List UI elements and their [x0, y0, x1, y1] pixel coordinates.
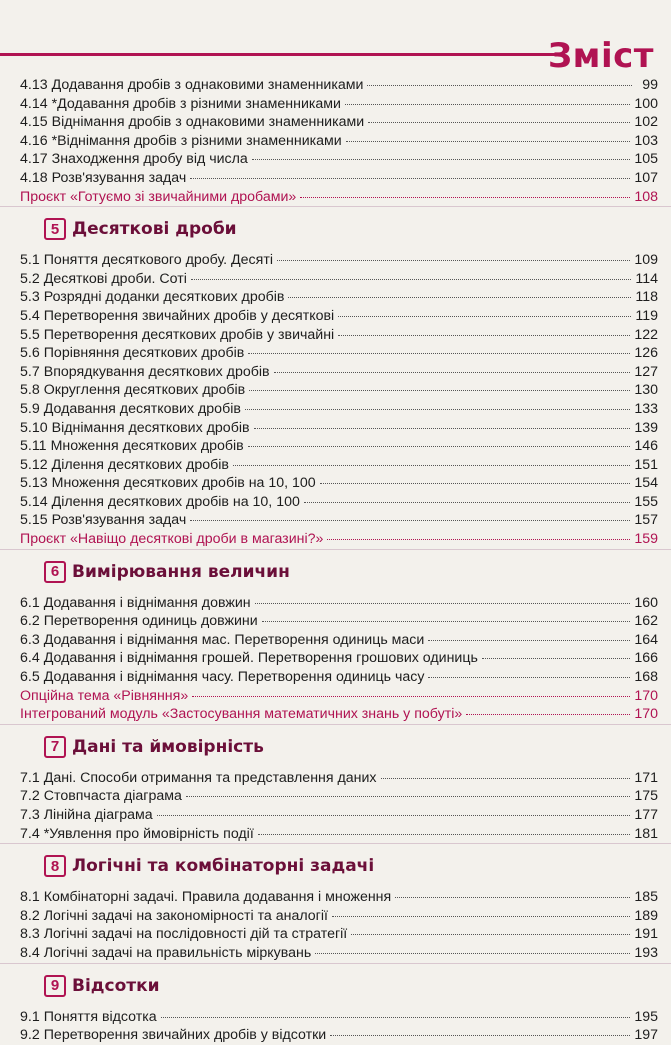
entry-title: Округлення десяткових дробів — [43, 382, 246, 399]
entry-title: Знаходження дробу від числа — [51, 151, 248, 168]
entry-page-number: 191 — [634, 926, 658, 943]
entry-title: Опційна тема «Рівняння» — [20, 687, 189, 704]
entry-title: Додавання і віднімання грошей. Перетворення грошових одиниць — [43, 650, 478, 667]
entry-page-number: 103 — [634, 132, 658, 149]
dot-leader — [345, 103, 630, 105]
entry-title: *Віднімання дробів з різними знаменниками — [51, 132, 342, 149]
table-of-contents — [20, 76, 658, 1045]
toc-entry[interactable] — [20, 594, 658, 613]
entry-number: 7.2 — [20, 788, 40, 805]
toc-entry[interactable] — [20, 132, 658, 151]
section-heading[interactable] — [20, 844, 658, 888]
entry-page-number: 139 — [634, 419, 658, 436]
toc-entry[interactable] — [20, 944, 658, 963]
entry-title: Лінійна діаграма — [43, 807, 153, 823]
dot-leader — [330, 1034, 630, 1036]
entry-title: Розв'язування задач — [51, 169, 187, 186]
dot-leader — [315, 952, 630, 954]
entry-page-number: 154 — [634, 475, 658, 492]
header-rule — [0, 53, 560, 56]
entry-number: 4.14 — [20, 95, 48, 112]
toc-entry[interactable] — [20, 363, 658, 382]
entry-title: Ділення десяткових дробів — [51, 456, 229, 473]
entry-number: 6.2 — [20, 613, 40, 630]
entry-title: Розрядні доданки десяткових дробів — [43, 289, 285, 306]
section-title: Відсотки — [72, 975, 160, 996]
entry-title: Перетворення звичайних дробів у десяткові — [43, 307, 335, 324]
section-heading[interactable] — [20, 725, 658, 769]
entry-page-number: 175 — [634, 788, 658, 805]
entry-page-number: 127 — [634, 363, 658, 380]
toc-project-entry[interactable] — [20, 705, 658, 724]
toc-entry[interactable] — [20, 907, 658, 926]
entry-page-number: 166 — [634, 650, 658, 667]
toc-project-entry[interactable] — [20, 530, 658, 549]
entry-title: Множення десяткових дробів на 10, 100 — [51, 475, 316, 492]
entry-title: Перетворення десяткових дробів у звичайні — [43, 326, 335, 343]
dot-leader — [192, 695, 630, 697]
entry-page-number: 195 — [634, 1008, 658, 1025]
entry-number: 8.4 — [20, 944, 40, 961]
dot-leader — [320, 482, 631, 484]
entry-title: Додавання десяткових дробів — [43, 400, 241, 417]
dot-leader — [157, 814, 631, 816]
dot-leader — [262, 620, 631, 622]
entry-page-number: 168 — [634, 669, 658, 686]
toc-entry[interactable] — [20, 95, 658, 114]
section-number-badge: 8 — [44, 855, 66, 877]
entry-number: 5.12 — [20, 456, 48, 473]
entry-number: 4.13 — [20, 77, 48, 93]
dot-leader — [346, 140, 631, 142]
entry-page-number: 162 — [634, 613, 658, 630]
dot-leader — [252, 158, 631, 160]
toc-entry[interactable] — [20, 344, 658, 363]
entry-title: Перетворення одиниць довжини — [43, 613, 258, 630]
entry-title: Проєкт «Готуємо зі звичайними дробами» — [20, 188, 297, 205]
entry-page-number: 109 — [634, 252, 658, 269]
entry-number: 5.2 — [20, 270, 40, 287]
entry-title: Дані. Способи отримання та представлення даних — [43, 769, 377, 786]
entry-page-number: 102 — [634, 114, 658, 131]
entry-number: 7.1 — [20, 769, 40, 786]
entry-number: 5.7 — [20, 363, 40, 380]
contents-title-tab — [548, 36, 671, 76]
toc-project-entry[interactable] — [20, 687, 658, 706]
entry-title: Логічні задачі на правильність міркувань — [43, 944, 312, 961]
toc-entry[interactable] — [20, 76, 658, 95]
dot-leader — [332, 915, 630, 917]
entry-number: 6.3 — [20, 631, 40, 648]
entry-title: *Уявлення про ймовірність події — [43, 825, 254, 842]
toc-entry[interactable] — [20, 925, 658, 944]
section-number-badge: 9 — [44, 975, 66, 997]
dot-leader — [288, 296, 631, 298]
dot-leader — [466, 713, 630, 715]
entry-number: 4.16 — [20, 132, 48, 149]
toc-entry[interactable] — [20, 1008, 658, 1027]
dot-leader — [274, 371, 631, 373]
entry-page-number: 151 — [634, 456, 658, 473]
entry-number: 8.1 — [20, 889, 40, 906]
entry-page-number: 122 — [634, 326, 658, 343]
section-heading[interactable] — [20, 964, 658, 1008]
entry-title: Десяткові дроби. Соті — [43, 270, 187, 287]
dot-leader — [191, 278, 632, 280]
toc-entry[interactable] — [20, 769, 658, 788]
entry-number: 5.13 — [20, 475, 48, 492]
dot-leader — [277, 259, 630, 261]
entry-page-number: 164 — [634, 631, 658, 648]
entry-number: 5.5 — [20, 326, 40, 343]
toc-entry[interactable] — [20, 113, 658, 132]
entry-title: Стовпчаста діаграма — [43, 788, 182, 805]
entry-number: 7.4 — [20, 825, 40, 842]
dot-leader — [395, 896, 630, 898]
entry-number: 5.8 — [20, 382, 40, 399]
toc-entry[interactable] — [20, 888, 658, 907]
dot-leader — [255, 602, 631, 604]
dot-leader — [233, 464, 630, 466]
entry-page-number: 119 — [635, 307, 658, 324]
entry-page-number: 170 — [634, 706, 658, 723]
entry-number: 9.2 — [20, 1027, 40, 1044]
section-number-badge: 5 — [44, 218, 66, 240]
dot-leader — [338, 315, 631, 317]
entry-title: Додавання дробів з однаковими знаменниками — [51, 77, 364, 93]
entry-page-number: 130 — [634, 382, 658, 399]
entry-title: Комбінаторні задачі. Правила додавання і множення — [43, 889, 392, 906]
dot-leader — [245, 408, 630, 410]
toc-entry[interactable] — [20, 307, 658, 326]
entry-title: Додавання і віднімання довжин — [43, 594, 251, 611]
dot-leader — [351, 933, 630, 935]
entry-page-number: 181 — [634, 825, 658, 842]
dot-leader — [254, 427, 631, 429]
entry-title: Віднімання десяткових дробів — [51, 419, 250, 436]
entry-page-number: 185 — [634, 889, 658, 906]
entry-page-number: 114 — [635, 270, 658, 287]
entry-title: Логічні задачі на закономірності та аналогії — [43, 907, 328, 924]
toc-entry[interactable] — [20, 612, 658, 631]
entry-title: *Додавання дробів з різними знаменниками — [51, 95, 341, 112]
entry-number: 6.1 — [20, 594, 40, 611]
toc-entry[interactable] — [20, 437, 658, 456]
toc-entry[interactable] — [20, 326, 658, 345]
entry-number: 4.18 — [20, 169, 48, 186]
dot-leader — [428, 639, 630, 641]
toc-entry[interactable] — [20, 511, 658, 530]
dot-leader — [161, 1016, 631, 1018]
entry-page-number: 170 — [634, 687, 658, 704]
entry-title: Перетворення звичайних дробів у відсотки — [43, 1027, 327, 1044]
entry-number: 8.2 — [20, 907, 40, 924]
entry-page-number: 160 — [634, 594, 658, 611]
toc-entry[interactable] — [20, 456, 658, 475]
dot-leader — [249, 389, 630, 391]
entry-number: 5.15 — [20, 512, 48, 529]
entry-page-number: 189 — [634, 907, 658, 924]
toc-entry[interactable] — [20, 381, 658, 400]
dot-leader — [304, 501, 630, 503]
dot-leader — [327, 538, 630, 540]
entry-number: 5.10 — [20, 419, 48, 436]
dot-leader — [368, 121, 630, 123]
dot-leader — [338, 334, 630, 336]
toc-entry[interactable] — [20, 493, 658, 512]
entry-page-number: 133 — [634, 400, 658, 417]
entry-number: 5.11 — [20, 438, 47, 455]
entry-page-number: 157 — [634, 512, 658, 529]
entry-page-number: 118 — [635, 289, 658, 306]
dot-leader — [186, 795, 630, 797]
dot-leader — [482, 657, 630, 659]
entry-page-number: 99 — [642, 77, 658, 93]
dot-leader — [190, 519, 630, 521]
dot-leader — [367, 84, 632, 86]
entry-number: 7.3 — [20, 807, 40, 823]
entry-page-number: 105 — [634, 151, 658, 168]
entry-title: Порівняння десяткових дробів — [43, 345, 245, 362]
toc-entry[interactable] — [20, 288, 658, 307]
entry-page-number: 146 — [634, 438, 658, 455]
toc-entry[interactable] — [20, 631, 658, 650]
section-title: Вимірювання величин — [72, 561, 290, 582]
entry-page-number: 107 — [634, 169, 658, 186]
dot-leader — [248, 445, 631, 447]
toc-entry[interactable] — [20, 825, 658, 844]
dot-leader — [300, 196, 630, 198]
entry-number: 5.9 — [20, 400, 40, 417]
entry-title: Віднімання дробів з однаковими знаменниками — [51, 114, 365, 131]
dot-leader — [258, 833, 631, 835]
toc-entry[interactable] — [20, 419, 658, 438]
page-title: Зміст — [548, 36, 654, 76]
dot-leader — [248, 352, 630, 354]
section-title: Дані та ймовірність — [72, 736, 264, 757]
entry-number: 5.14 — [20, 493, 48, 510]
toc-project-entry[interactable] — [20, 188, 658, 207]
entry-number: 9.1 — [20, 1008, 40, 1025]
entry-page-number: 108 — [634, 188, 658, 205]
toc-entry[interactable] — [20, 649, 658, 668]
entry-page-number: 177 — [634, 807, 658, 823]
section-title: Логічні та комбінаторні задачі — [72, 856, 375, 877]
toc-entry[interactable] — [20, 1026, 658, 1045]
toc-entry[interactable] — [20, 251, 658, 270]
toc-entry[interactable] — [20, 787, 658, 806]
entry-page-number: 197 — [634, 1027, 658, 1044]
entry-page-number: 171 — [634, 769, 658, 786]
entry-number: 8.3 — [20, 926, 40, 943]
section-heading[interactable] — [20, 550, 658, 594]
entry-number: 4.17 — [20, 151, 48, 168]
entry-title: Додавання і віднімання часу. Перетворення одиниць часу — [43, 669, 425, 686]
entry-number: 5.3 — [20, 289, 40, 306]
entry-title: Поняття відсотка — [43, 1008, 157, 1025]
entry-title: Проєкт «Навіщо десяткові дроби в магазині?» — [20, 531, 324, 548]
toc-entry[interactable] — [20, 806, 658, 825]
entry-number: 5.1 — [20, 252, 40, 269]
toc-entry[interactable] — [20, 474, 658, 493]
entry-title: Додавання і віднімання мас. Перетворення одиниць маси — [43, 631, 425, 648]
entry-title: Ділення десяткових дробів на 10, 100 — [51, 493, 300, 510]
section-title: Десяткові дроби — [72, 219, 237, 240]
entry-number: 4.15 — [20, 114, 48, 131]
toc-entry[interactable] — [20, 270, 658, 289]
toc-entry[interactable] — [20, 169, 658, 188]
toc-entry[interactable] — [20, 150, 658, 169]
section-number-badge: 7 — [44, 736, 66, 758]
entry-page-number: 100 — [634, 95, 658, 112]
entry-number: 5.4 — [20, 307, 40, 324]
entry-page-number: 155 — [634, 493, 658, 510]
toc-entry[interactable] — [20, 668, 658, 687]
entry-title: Логічні задачі на послідовності дій та стратегії — [43, 926, 348, 943]
entry-number: 6.5 — [20, 669, 40, 686]
section-heading[interactable] — [20, 207, 658, 251]
entry-number: 6.4 — [20, 650, 40, 667]
dot-leader — [190, 177, 630, 179]
entry-title: Розв'язування задач — [51, 512, 187, 529]
section-number-badge: 6 — [44, 561, 66, 583]
entry-title: Інтегрований модуль «Застосування математичних знань у побуті» — [20, 706, 463, 723]
dot-leader — [381, 777, 631, 779]
entry-title: Множення десяткових дробів — [50, 438, 244, 455]
dot-leader — [428, 676, 630, 678]
toc-entry[interactable] — [20, 400, 658, 419]
entry-number: 5.6 — [20, 345, 40, 362]
entry-page-number: 193 — [634, 944, 658, 961]
entry-title: Впорядкування десяткових дробів — [43, 363, 270, 380]
entry-page-number: 159 — [634, 531, 658, 548]
entry-page-number: 126 — [634, 345, 658, 362]
entry-title: Поняття десяткового дробу. Десяті — [43, 252, 273, 269]
